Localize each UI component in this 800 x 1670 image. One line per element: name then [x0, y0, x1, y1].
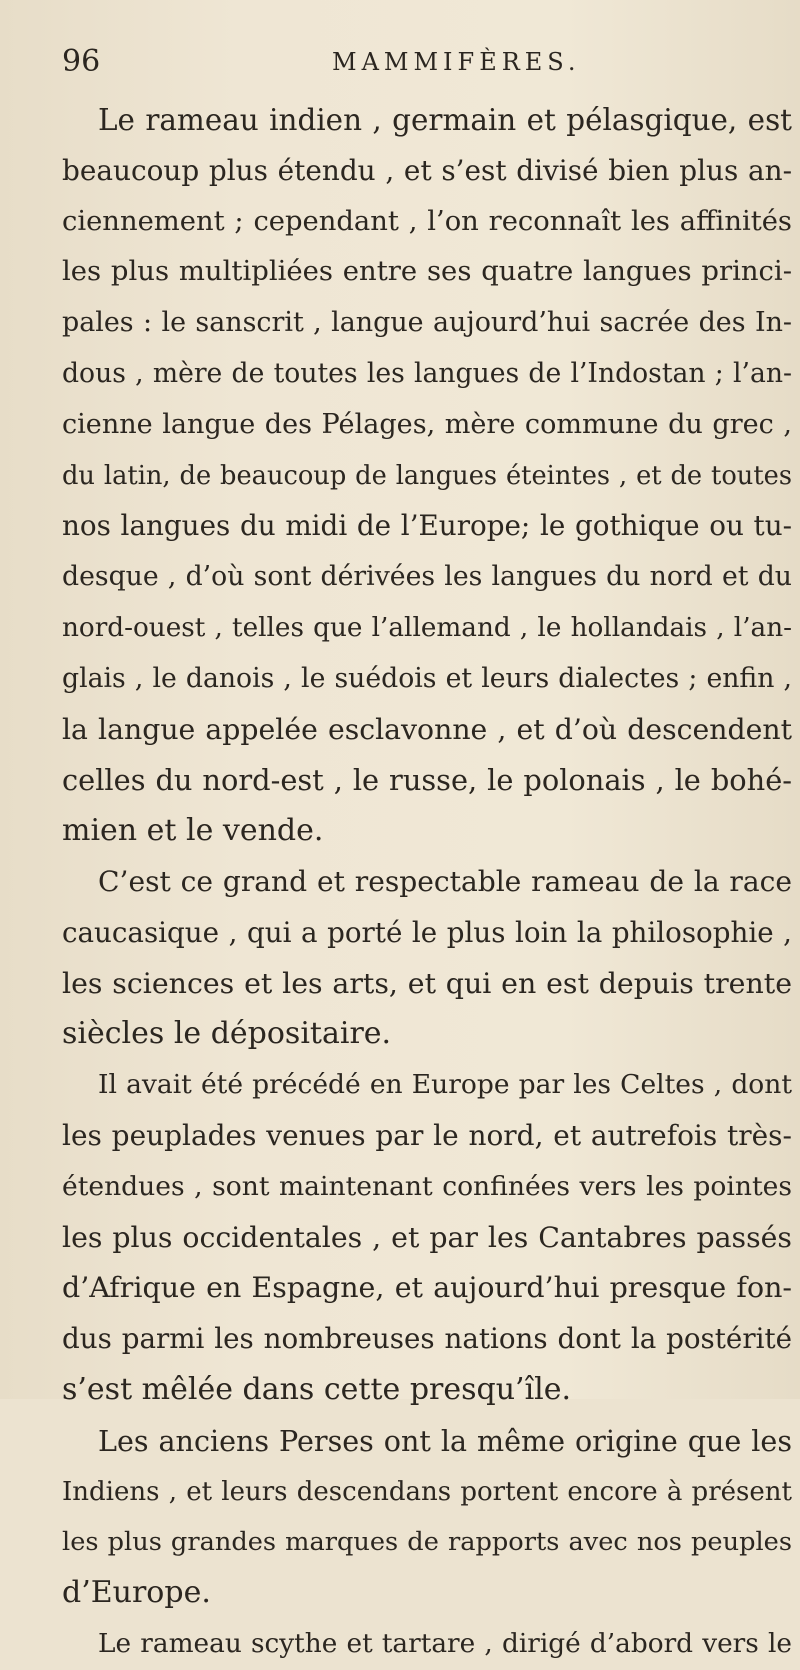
text-line: beaucoup plus étendu , et s’est divisé bien plus an- [62, 153, 792, 187]
text-line: cienne langue des Pélages, mère commune du grec , [62, 408, 792, 440]
text-line: caucasique , qui a porté le plus loin la philosophie , [62, 915, 792, 949]
text-line: C’est ce grand et respectable rameau de la race [98, 864, 792, 898]
text-line: les peuplades venues par le nord, et autrefois très- [62, 1118, 792, 1152]
text-line: Les anciens Perses ont la même origine que les [98, 1423, 792, 1458]
text-line: nos langues du midi de l’Europe; le gothique ou tu- [62, 509, 792, 543]
page-header [62, 40, 760, 84]
text-line: les plus multipliées entre ses quatre langues princi- [62, 256, 792, 288]
text-line: du latin, de beaucoup de langues éteintes , et de toutes [62, 460, 792, 491]
running-title: MAMMIFÈRES. [332, 48, 581, 76]
text-line: s’est mêlée dans cette presqu’île. [62, 1371, 572, 1407]
text-line: Le rameau indien , germain et pélasgique, est [98, 103, 792, 137]
text-line: la langue appelée esclavonne , et d’où descendent [62, 712, 792, 746]
text-line: nord-ouest , telles que l’allemand , le hollandais , l’an- [62, 612, 792, 643]
text-line: Il avait été précédé en Europe par les Celtes , dont [98, 1069, 792, 1101]
text-line: mien et le vende. [62, 813, 324, 849]
text-line: Indiens , et leurs descendans portent encore à présent [62, 1476, 792, 1507]
text-line: d’Europe. [62, 1575, 211, 1611]
text-line: celles du nord-est , le russe, le polonais , le bohé- [62, 763, 792, 798]
text-line: siècles le dépositaire. [62, 1016, 392, 1052]
text-line: dus parmi les nombreuses nations dont la postérité [62, 1322, 792, 1356]
text-line: desque , d’où sont dérivées les langues du nord et du [62, 561, 792, 593]
text-line: dous , mère de toutes les langues de l’Indostan ; l’an- [62, 357, 792, 389]
text-line: Le rameau scythe et tartare , dirigé d’abord vers le [98, 1628, 792, 1659]
body-text [62, 95, 792, 1670]
text-line: les plus grandes marques de rapports avec nos peuples [62, 1527, 792, 1558]
text-line: les sciences et les arts, et qui en est depuis trente [62, 966, 792, 1000]
text-line: d’Afrique en Espagne, et aujourd’hui presque fon- [62, 1271, 792, 1305]
text-line: étendues , sont maintenant confinées vers les pointes [62, 1170, 792, 1202]
text-line: pales : le sanscrit , langue aujourd’hui sacrée des In- [62, 307, 792, 339]
text-line: les plus occidentales , et par les Cantabres passés [62, 1220, 792, 1254]
text-line: glais , le danois , le suédois et leurs dialectes ; enfin , [62, 662, 792, 694]
text-line: ciennement ; cependant , l’on reconnaît les affinités [62, 205, 792, 237]
page-number: 96 [62, 44, 101, 79]
